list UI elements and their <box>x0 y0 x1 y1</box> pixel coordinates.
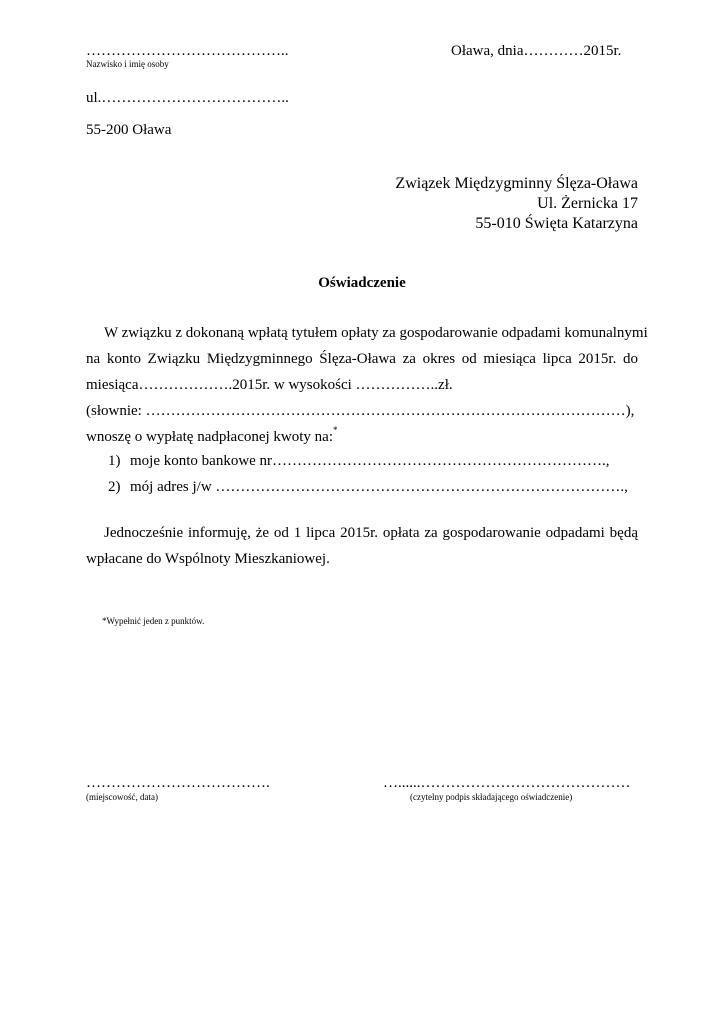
option-item-bank-account <box>108 448 610 474</box>
statement-line-5 <box>86 424 638 450</box>
statement-line-1: W związku z dokonaną wpłatą tytułem opłaty za gospodarowanie odpadami komunalnymi <box>104 325 648 341</box>
recipient-street: Ul. Żernicka 17 <box>537 195 638 212</box>
recipient-address <box>395 174 638 234</box>
name-placeholder: ………………………………….. <box>86 43 289 59</box>
info-line-2: wpłacane do Wspólnoty Mieszkaniowej. <box>86 551 330 567</box>
signature-label: (czytelny podpis składającego oświadczenie) <box>410 792 573 802</box>
info-line-1: Jednocześnie informuję, że od 1 lipca 2015r. opłata za gospodarowanie odpadami będą <box>104 525 638 541</box>
statement-line-2: na konto Związku Międzygminnego Ślęza-Oława za okres od miesiąca lipca 2015r. do <box>86 351 638 367</box>
statement-line-3: miesiąca……………….2015r. w wysokości ……………..zł. <box>86 377 453 393</box>
city-line: 55-200 Oława <box>86 122 172 138</box>
signature-placeholder: …......…………………………………… <box>383 775 631 791</box>
option-number: 1) <box>108 453 121 469</box>
info-paragraph <box>86 520 638 572</box>
place-date-placeholder: ………………………………. <box>86 775 270 791</box>
place-date-line: Oława, dnia…………2015r. <box>451 43 622 59</box>
document-title: Oświadczenie <box>318 275 406 291</box>
footnote-marker: * <box>333 425 338 435</box>
street-line: ul.……………………………….. <box>86 90 289 106</box>
option-text: moje konto bankowe nr…………………………………………………………., <box>130 453 610 469</box>
place-date-label: (miejscowość, data) <box>86 792 158 802</box>
option-number: 2) <box>108 479 121 495</box>
statement-line-5-text: wnoszę o wypłatę nadpłaconej kwoty na: <box>86 429 334 445</box>
statement-paragraph <box>86 320 648 450</box>
recipient-name: Związek Międzygminny Ślęza-Oława <box>395 175 638 192</box>
option-text: mój adres j/w ………………………………………………………………………., <box>130 479 628 495</box>
statement-line-4: (słownie: ……………………………………………………………………………………), <box>86 403 635 419</box>
option-item-address <box>108 474 628 500</box>
name-label: Nazwisko i imię osoby <box>86 59 169 69</box>
recipient-city: 55-010 Święta Katarzyna <box>475 215 638 232</box>
footnote: *Wypełnić jeden z punktów. <box>102 616 205 626</box>
